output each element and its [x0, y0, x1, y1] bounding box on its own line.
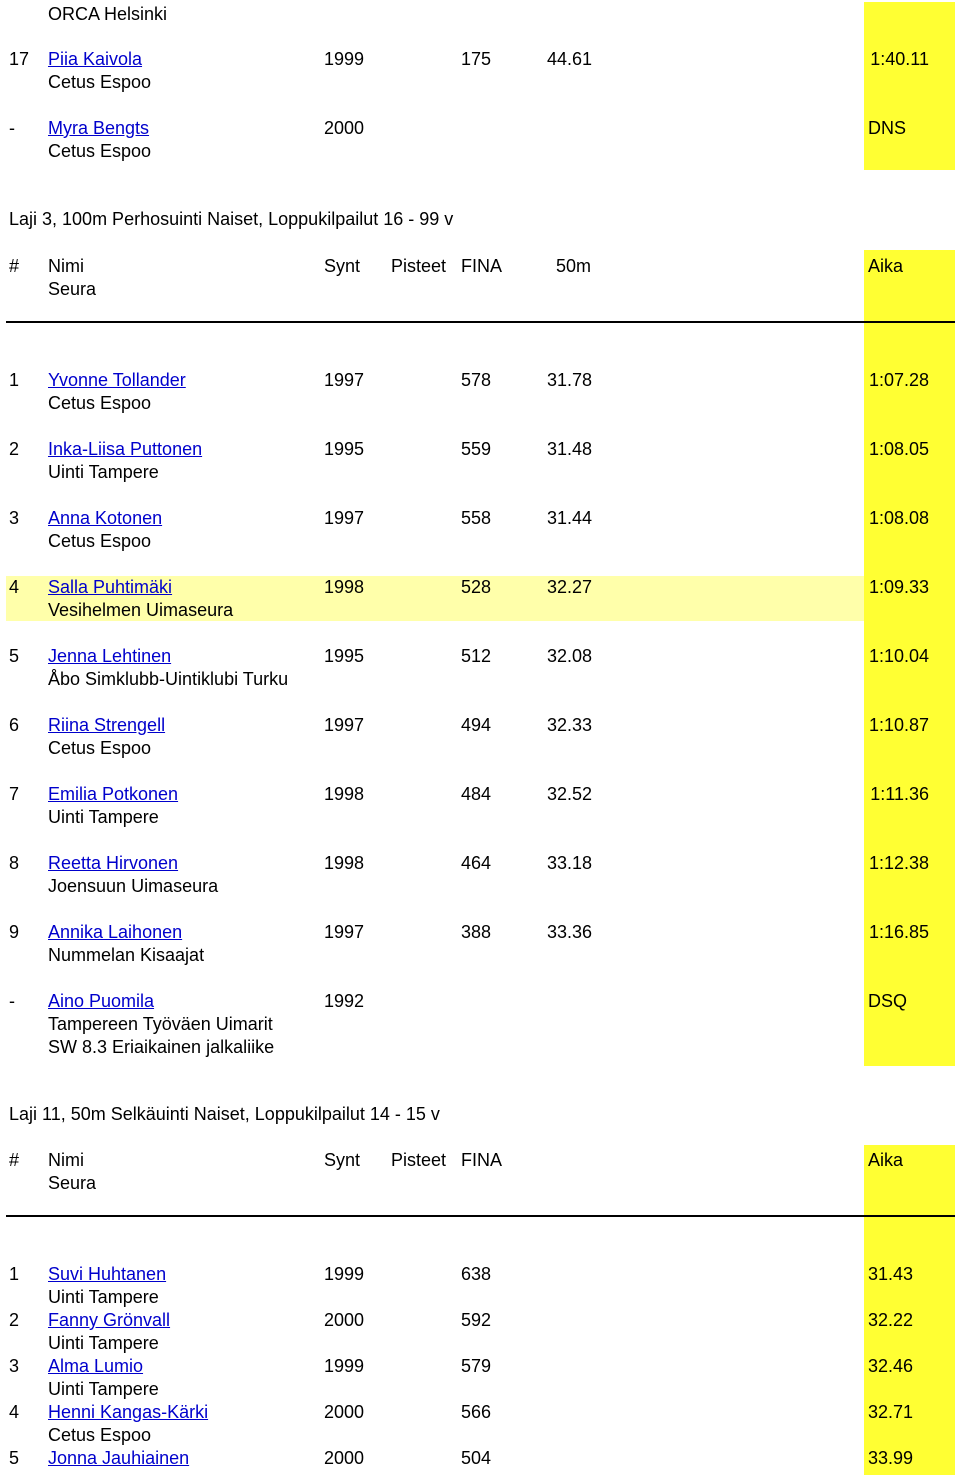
rank-cell: 2: [9, 439, 20, 459]
birth-year-cell: 1992: [324, 991, 365, 1011]
points-cell: 494: [460, 715, 491, 735]
swimmer-name-link[interactable]: Inka-Liisa Puttonen: [48, 439, 203, 459]
club-cell: Cetus Espoo: [48, 393, 152, 413]
event-title: Laji 3, 100m Perhosuinti Naiset, Loppukilpailut 16 - 99 v: [9, 209, 454, 229]
rank-cell: -: [9, 991, 15, 1011]
time-cell: 32.46: [868, 1356, 914, 1376]
fina-cell: 32.08: [546, 646, 592, 666]
header-points: Pisteet: [391, 256, 447, 276]
club-cell: Uinti Tampere: [48, 807, 159, 827]
rank-cell: 4: [9, 577, 20, 597]
time-cell: 1:40.11: [870, 49, 929, 69]
header-points: Pisteet: [391, 1150, 447, 1170]
header-club: Seura: [48, 279, 97, 299]
rank-cell: 3: [9, 508, 20, 528]
aika-column-highlight: [864, 2, 955, 170]
birth-year-cell: 1997: [324, 922, 365, 942]
points-cell: 558: [460, 508, 491, 528]
header-rule: [6, 1215, 955, 1217]
fina-cell: 31.48: [546, 439, 592, 459]
points-cell: 464: [460, 853, 491, 873]
swimmer-name-link[interactable]: Aino Puomila: [48, 991, 155, 1011]
club-cell: Cetus Espoo: [48, 531, 152, 551]
rank-cell: 9: [9, 922, 20, 942]
fina-cell: 44.61: [546, 49, 592, 69]
time-cell: 1:10.04: [868, 646, 929, 666]
disqualification-note: SW 8.3 Eriaikainen jalkaliike: [48, 1037, 275, 1057]
time-cell: 32.22: [868, 1310, 914, 1330]
club-cell: Joensuun Uimaseura: [48, 876, 219, 896]
birth-year-cell: 1998: [324, 784, 365, 804]
points-cell: 579: [460, 1356, 491, 1376]
birth-year-cell: 1998: [324, 853, 365, 873]
header-split: 50m: [556, 256, 592, 276]
header-name: Nimi: [48, 256, 84, 276]
rank-cell: -: [9, 118, 15, 138]
time-cell: 1:07.28: [868, 370, 929, 390]
club-cell: Cetus Espoo: [48, 72, 152, 92]
points-cell: 638: [460, 1264, 491, 1284]
swimmer-name-link[interactable]: Reetta Hirvonen: [48, 853, 179, 873]
swimmer-name-link[interactable]: Suvi Huhtanen: [48, 1264, 167, 1284]
swimmer-name-link[interactable]: Piia Kaivola: [48, 49, 143, 69]
rank-cell: 6: [9, 715, 20, 735]
swimmer-name-link[interactable]: Fanny Grönvall: [48, 1310, 171, 1330]
birth-year-cell: 1999: [324, 1356, 365, 1376]
points-cell: 559: [460, 439, 491, 459]
birth-year-cell: 2000: [324, 1402, 365, 1422]
header-fina: FINA: [461, 256, 503, 276]
time-cell: 1:11.36: [870, 784, 929, 804]
header-time: Aika: [868, 256, 904, 276]
club-cell: Uinti Tampere: [48, 1333, 159, 1353]
time-cell: 1:10.87: [868, 715, 929, 735]
club-name: ORCA Helsinki: [48, 4, 168, 24]
swimmer-name-link[interactable]: Alma Lumio: [48, 1356, 144, 1376]
points-cell: 592: [460, 1310, 491, 1330]
points-cell: 175: [460, 49, 491, 69]
time-cell: 1:09.33: [868, 577, 929, 597]
club-cell: Uinti Tampere: [48, 462, 159, 482]
club-cell: Tampereen Työväen Uimarit: [48, 1014, 273, 1034]
header-rank: #: [9, 1150, 20, 1170]
event-title: Laji 11, 50m Selkäuinti Naiset, Loppukilpailut 14 - 15 v: [9, 1104, 440, 1124]
header-year: Synt: [324, 1150, 361, 1170]
rank-cell: 4: [9, 1402, 20, 1422]
swimmer-name-link[interactable]: Emilia Potkonen: [48, 784, 179, 804]
time-cell: DSQ: [868, 991, 908, 1011]
club-cell: Åbo Simklubb-Uintiklubi Turku: [48, 669, 289, 689]
time-cell: DNS: [868, 118, 907, 138]
points-cell: 512: [460, 646, 491, 666]
header-rank: #: [9, 256, 20, 276]
fina-cell: 31.44: [546, 508, 592, 528]
time-cell: 1:16.85: [868, 922, 929, 942]
swimmer-name-link[interactable]: Henni Kangas-Kärki: [48, 1402, 209, 1422]
birth-year-cell: 2000: [324, 1448, 365, 1468]
club-cell: Vesihelmen Uimaseura: [48, 600, 234, 620]
swimmer-name-link[interactable]: Myra Bengts: [48, 118, 150, 138]
points-cell: 578: [460, 370, 491, 390]
rank-cell: 1: [9, 1264, 20, 1284]
birth-year-cell: 2000: [324, 1310, 365, 1330]
birth-year-cell: 1999: [324, 1264, 365, 1284]
club-cell: Cetus Espoo: [48, 141, 152, 161]
fina-cell: 33.36: [546, 922, 592, 942]
swimmer-name-link[interactable]: Riina Strengell: [48, 715, 166, 735]
swimmer-name-link[interactable]: Jonna Jauhiainen: [48, 1448, 190, 1468]
swimmer-name-link[interactable]: Salla Puhtimäki: [48, 577, 173, 597]
time-cell: 33.99: [868, 1448, 914, 1468]
time-cell: 1:08.05: [868, 439, 929, 459]
time-cell: 1:12.38: [868, 853, 929, 873]
rank-cell: 5: [9, 646, 20, 666]
header-name: Nimi: [48, 1150, 84, 1170]
club-cell: Cetus Espoo: [48, 738, 152, 758]
rank-cell: 3: [9, 1356, 20, 1376]
points-cell: 528: [460, 577, 491, 597]
time-cell: 32.71: [868, 1402, 914, 1422]
birth-year-cell: 2000: [324, 118, 365, 138]
fina-cell: 32.33: [546, 715, 592, 735]
header-fina: FINA: [461, 1150, 503, 1170]
rank-cell: 17: [9, 49, 30, 69]
birth-year-cell: 1997: [324, 508, 365, 528]
club-cell: Uinti Tampere: [48, 1287, 159, 1307]
swimmer-name-link[interactable]: Jenna Lehtinen: [48, 646, 172, 666]
fina-cell: 32.52: [546, 784, 592, 804]
fina-cell: 32.27: [546, 577, 592, 597]
club-cell: Nummelan Kisaajat: [48, 945, 205, 965]
rank-cell: 7: [9, 784, 20, 804]
header-year: Synt: [324, 256, 361, 276]
swimmer-name-link[interactable]: Anna Kotonen: [48, 508, 163, 528]
points-cell: 484: [460, 784, 491, 804]
time-cell: 31.43: [868, 1264, 914, 1284]
club-cell: Cetus Espoo: [48, 1425, 152, 1445]
rank-cell: 8: [9, 853, 20, 873]
birth-year-cell: 1995: [324, 439, 365, 459]
header-rule: [6, 321, 955, 323]
fina-cell: 33.18: [546, 853, 592, 873]
header-time: Aika: [868, 1150, 904, 1170]
rank-cell: 5: [9, 1448, 20, 1468]
points-cell: 504: [460, 1448, 491, 1468]
points-cell: 566: [460, 1402, 491, 1422]
birth-year-cell: 1998: [324, 577, 365, 597]
time-cell: 1:08.08: [868, 508, 929, 528]
birth-year-cell: 1997: [324, 370, 365, 390]
points-cell: 388: [460, 922, 491, 942]
fina-cell: 31.78: [546, 370, 592, 390]
birth-year-cell: 1995: [324, 646, 365, 666]
birth-year-cell: 1997: [324, 715, 365, 735]
birth-year-cell: 1999: [324, 49, 365, 69]
swimmer-name-link[interactable]: Annika Laihonen: [48, 922, 183, 942]
club-cell: Uinti Tampere: [48, 1379, 159, 1399]
rank-cell: 1: [9, 370, 20, 390]
header-club: Seura: [48, 1173, 97, 1193]
rank-cell: 2: [9, 1310, 20, 1330]
swimmer-name-link[interactable]: Yvonne Tollander: [48, 370, 186, 390]
